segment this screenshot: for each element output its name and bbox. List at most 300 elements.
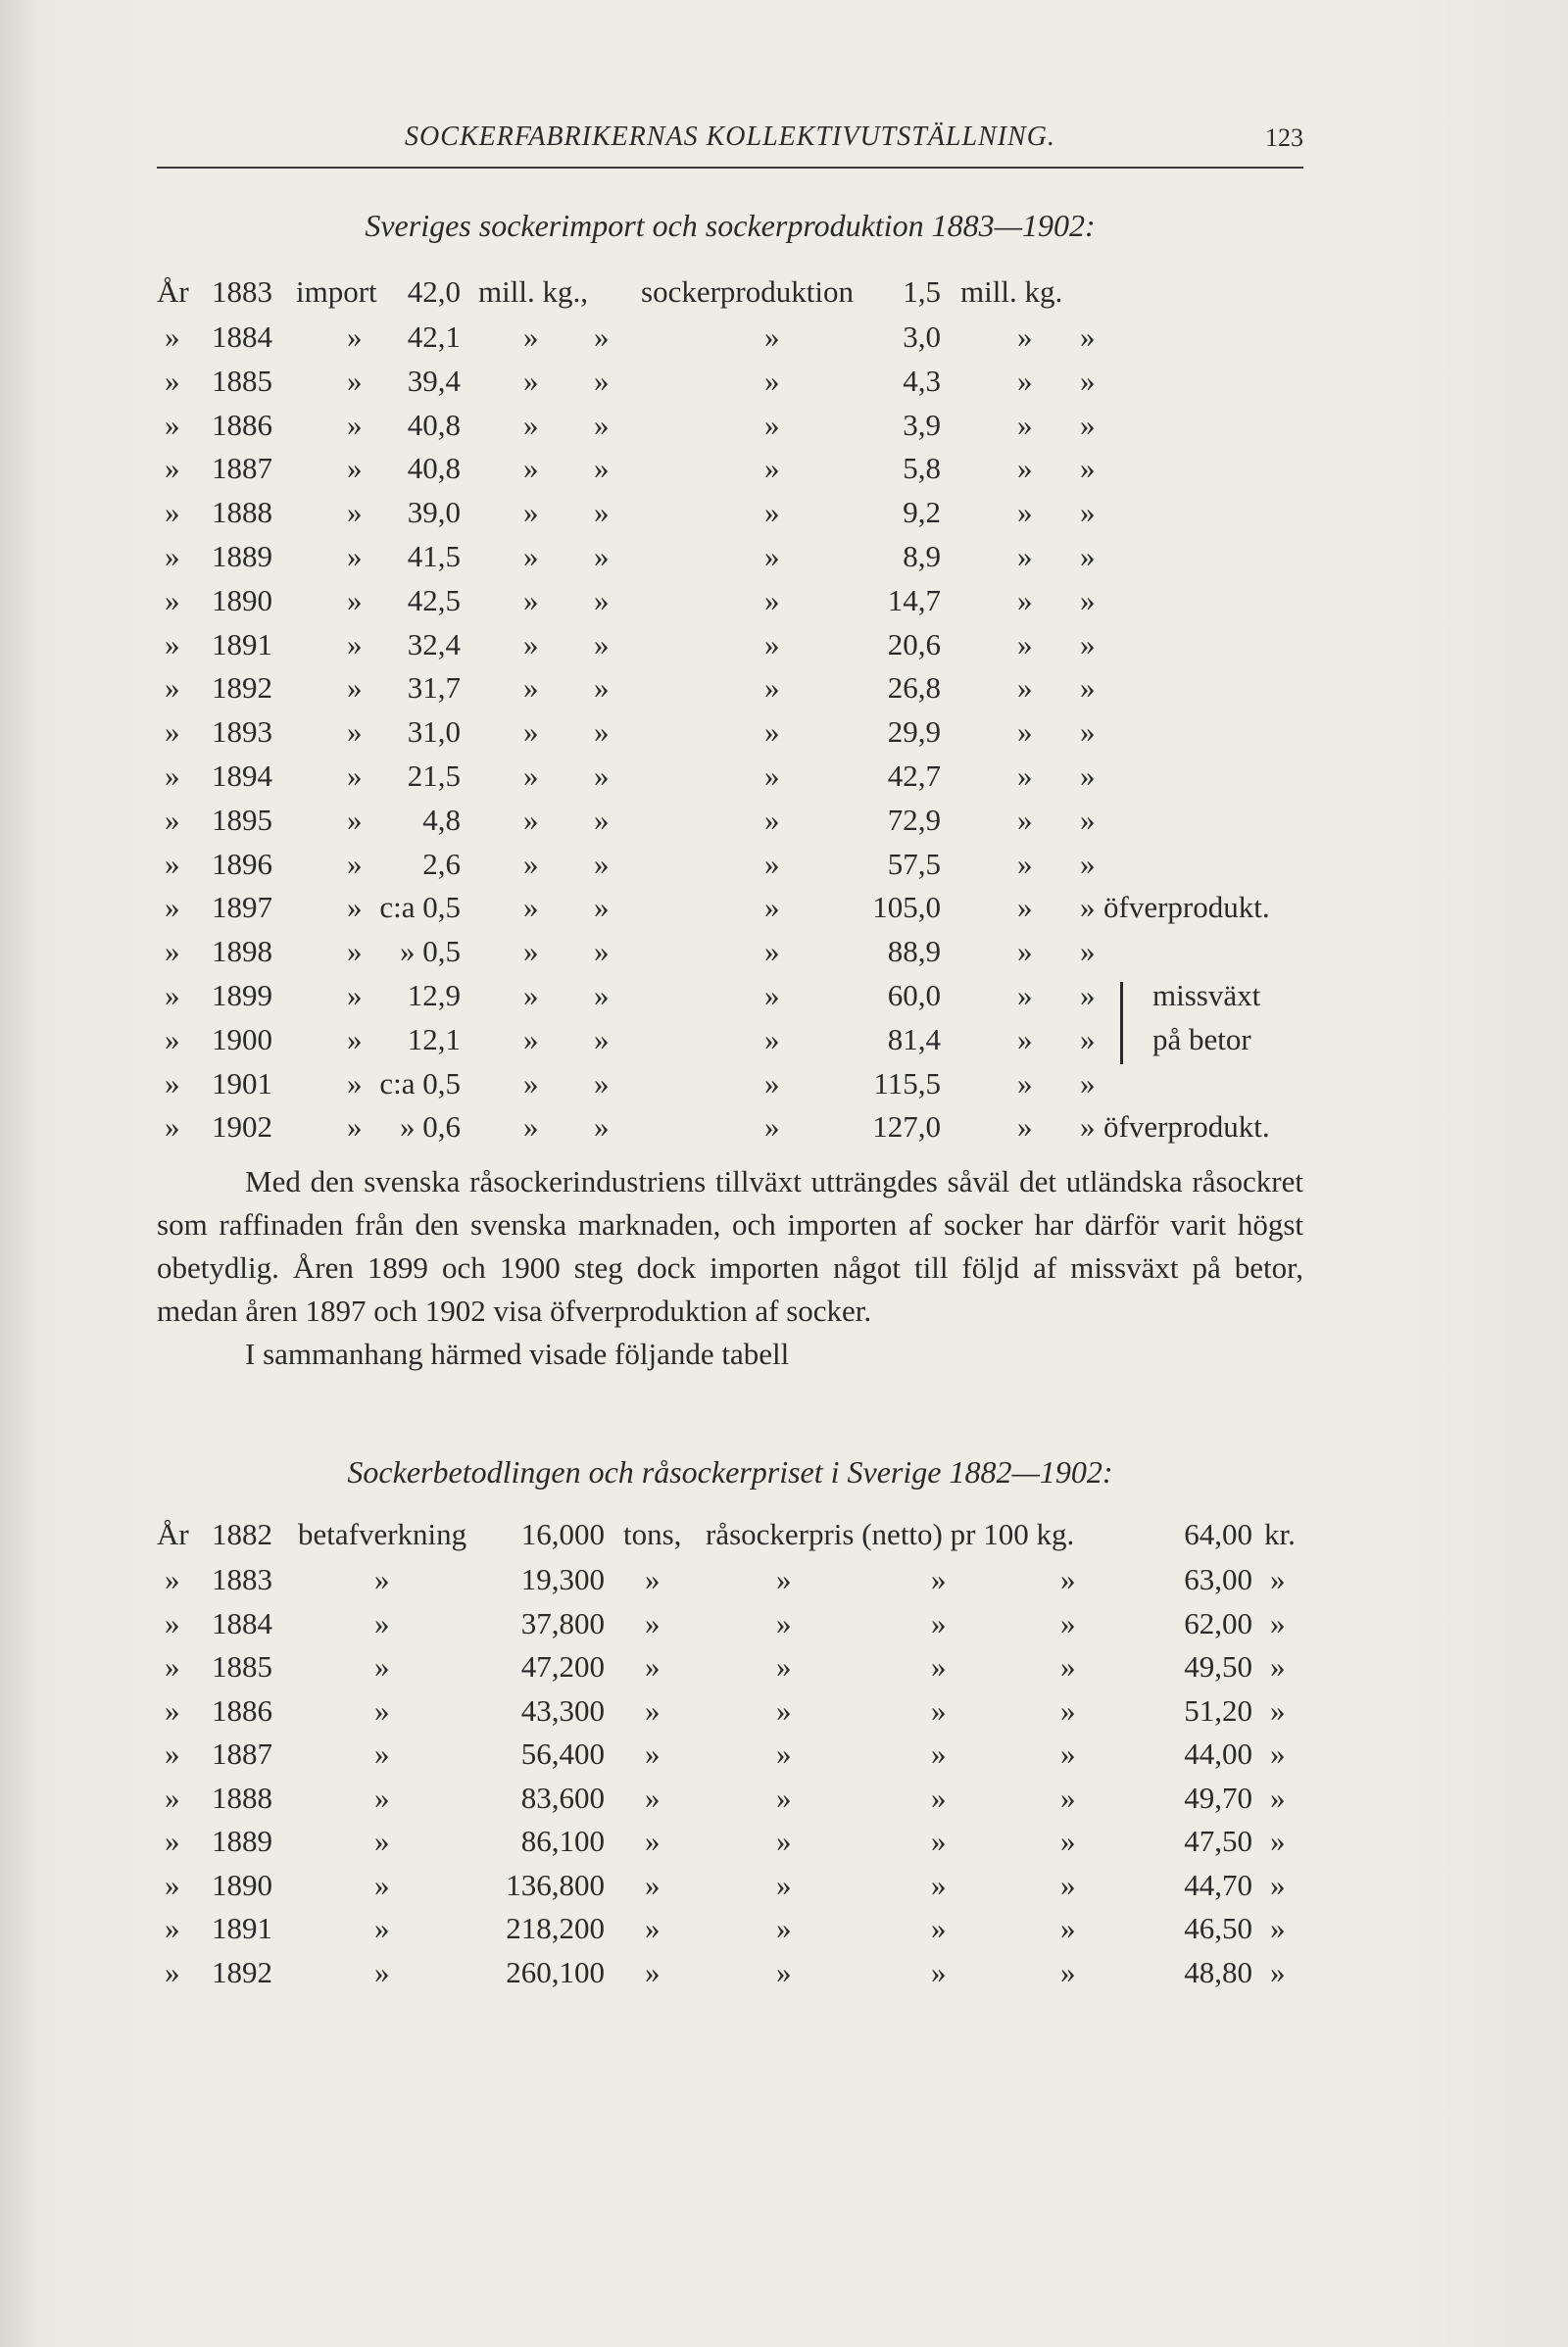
table-row [0, 319, 1568, 363]
ditto-mark: » [1017, 539, 1033, 573]
ditto-mark: » [1080, 451, 1096, 486]
year-cell: 1883 [212, 1562, 272, 1596]
ditto-mark: » [764, 802, 780, 837]
ditto-mark: » [645, 1605, 661, 1640]
year-cell: 1885 [212, 363, 272, 398]
ditto-mark: » [1017, 582, 1033, 617]
year-cell: 1893 [212, 714, 272, 750]
ditto-mark: » [1060, 1824, 1076, 1858]
row-prefix: År [157, 274, 189, 309]
ditto-mark: » [1060, 1605, 1076, 1640]
ditto-mark: » [165, 846, 180, 881]
ditto-mark: » [776, 1736, 792, 1771]
ditto-mark: » [523, 846, 539, 881]
ditto-mark: » [374, 1605, 390, 1640]
production-value: 42,7 [887, 758, 941, 793]
ditto-mark: » [523, 670, 539, 706]
price-value: 47,50 [1184, 1824, 1252, 1858]
table-row [0, 1736, 1568, 1780]
year-cell: 1895 [212, 802, 272, 837]
ditto-mark: » [645, 1649, 661, 1684]
ditto-mark: » [347, 319, 363, 354]
ditto-mark: » [1060, 1867, 1076, 1902]
processing-value: 86,100 [520, 1824, 605, 1858]
year-cell: 1892 [212, 670, 272, 706]
ditto-mark: » [645, 1954, 661, 1989]
import-value: c:a 0,5 [379, 890, 461, 925]
ditto-mark: » [776, 1954, 792, 1989]
ditto-mark: » [347, 626, 363, 661]
ditto-mark: » [374, 1562, 390, 1596]
ditto-mark: » [776, 1780, 792, 1815]
import-value: 40,8 [407, 451, 461, 486]
ditto-mark: » [1017, 495, 1033, 530]
ditto-mark: » [1080, 978, 1096, 1012]
ditto-mark: » [165, 582, 180, 617]
ditto-mark: » [776, 1605, 792, 1640]
import-value: 4,8 [422, 802, 461, 837]
ditto-mark: » [645, 1824, 661, 1858]
ditto-mark: » [1270, 1824, 1286, 1858]
year-cell: 1890 [212, 1867, 272, 1902]
table-row [0, 1022, 1568, 1065]
ditto-mark: » [1017, 1021, 1033, 1056]
ditto-mark: » [594, 1109, 610, 1145]
ditto-mark: » [594, 978, 610, 1012]
paragraph: Med den svenska råsockerindustriens tillväxt utträngdes såväl det utländska råsockret som raffinaden från den svenska marknaden, och importen af socker har därför varit högst obetydlig. Åren 1899 och 1900 steg dock importen något till följd af missväxt på betor, medan åren 1897 och 1902 visa öfverproduktion af socker. [157, 1164, 1303, 1328]
ditto-mark: » [1017, 451, 1033, 486]
year-cell: 1887 [212, 451, 272, 486]
ditto-mark: » [347, 670, 363, 706]
ditto-mark: » [523, 539, 539, 573]
ditto-mark: » [347, 582, 363, 617]
ditto-mark: » [523, 363, 539, 398]
ditto-mark: » [1270, 1954, 1286, 1989]
table-row [0, 978, 1568, 1021]
ditto-mark: » [523, 1109, 539, 1145]
page-header [157, 118, 1303, 169]
ditto-mark: » [523, 978, 539, 1012]
table-row [0, 627, 1568, 670]
ditto-mark: » [764, 582, 780, 617]
year-cell: 1888 [212, 495, 272, 530]
ditto-mark: » [1080, 495, 1096, 530]
ditto-mark: » [764, 407, 780, 442]
production-value: 88,9 [887, 934, 941, 969]
row-note: öfverprodukt. [1103, 1109, 1270, 1145]
ditto-mark: » [776, 1649, 792, 1684]
import-table-title: Sveriges sockerimport och sockerproduktion 1883—1902: [365, 208, 1096, 243]
import-label: import [296, 274, 377, 309]
table-row [0, 583, 1568, 626]
production-value: 115,5 [873, 1065, 941, 1100]
price-value: 49,70 [1184, 1780, 1252, 1815]
table-row [0, 274, 1568, 318]
ditto-mark: » [645, 1736, 661, 1771]
table-row [0, 451, 1568, 494]
ditto-mark: » [523, 1021, 539, 1056]
ditto-mark: » [165, 714, 180, 750]
ditto-mark: » [374, 1867, 390, 1902]
ditto-mark: » [594, 714, 610, 750]
import-value: 21,5 [407, 758, 461, 793]
ditto-mark: » [1060, 1911, 1076, 1945]
ditto-mark: » [374, 1692, 390, 1728]
ditto-mark: » [1017, 407, 1033, 442]
year-cell: 1884 [212, 319, 272, 354]
table-row [0, 1649, 1568, 1692]
import-value: 31,0 [407, 714, 461, 750]
ditto-mark: » [165, 934, 180, 969]
ditto-mark: » [1080, 319, 1096, 354]
ditto-mark: » [1017, 1065, 1033, 1100]
year-cell: 1889 [212, 1824, 272, 1858]
ditto-mark: » [1060, 1780, 1076, 1815]
ditto-mark: » [594, 539, 610, 573]
year-cell: 1888 [212, 1780, 272, 1815]
ditto-mark: » [645, 1562, 661, 1596]
price-value: 63,00 [1184, 1562, 1252, 1596]
processing-value: 19,300 [520, 1562, 605, 1596]
year-cell: 1901 [212, 1065, 272, 1100]
ditto-mark: » [1017, 363, 1033, 398]
ditto-mark: » [645, 1780, 661, 1815]
table-row [0, 1066, 1568, 1109]
ditto-mark: » [347, 539, 363, 573]
ditto-mark: » [347, 495, 363, 530]
import-value: 2,6 [422, 846, 461, 881]
production-value: 4,3 [903, 363, 941, 398]
ditto-mark: » [165, 1109, 180, 1145]
ditto-mark: » [1270, 1692, 1286, 1728]
ditto-mark: » [594, 802, 610, 837]
ditto-mark: » [931, 1824, 947, 1858]
import-value: 12,1 [407, 1021, 461, 1056]
production-value: 127,0 [872, 1109, 941, 1145]
import-value: 41,5 [407, 539, 461, 573]
ditto-mark: » [594, 319, 610, 354]
page-number: 123 [1265, 123, 1303, 152]
year-cell: 1894 [212, 758, 272, 793]
table-row [0, 408, 1568, 451]
price-value: 46,50 [1184, 1911, 1252, 1945]
ditto-mark: » [374, 1824, 390, 1858]
currency-label: kr. [1264, 1517, 1296, 1551]
ditto-mark: » [1270, 1736, 1286, 1771]
ditto-mark: » [523, 890, 539, 925]
ditto-mark: » [165, 758, 180, 793]
ditto-mark: » [165, 1649, 180, 1684]
ditto-mark: » [374, 1649, 390, 1684]
ditto-mark: » [374, 1911, 390, 1945]
paragraph: I sammanhang härmed visade följande tabell [245, 1337, 790, 1371]
ditto-mark: » [1060, 1649, 1076, 1684]
production-value: 26,8 [887, 670, 941, 706]
production-value: 1,5 [903, 274, 941, 309]
production-value: 60,0 [887, 978, 941, 1012]
import-value: » 0,6 [400, 1109, 461, 1145]
year-cell: 1899 [212, 978, 272, 1012]
import-value: 32,4 [407, 626, 461, 661]
production-value: 14,7 [887, 582, 941, 617]
ditto-mark: » [776, 1562, 792, 1596]
ditto-mark: » [1080, 407, 1096, 442]
processing-value: 37,800 [520, 1605, 605, 1640]
ditto-mark: » [347, 407, 363, 442]
ditto-mark: » [1017, 934, 1033, 969]
import-value: 31,7 [407, 670, 461, 706]
ditto-mark: » [523, 451, 539, 486]
processing-value: 16,000 [520, 1517, 605, 1551]
ditto-mark: » [1017, 1109, 1033, 1145]
ditto-mark: » [764, 626, 780, 661]
ditto-mark: » [1270, 1649, 1286, 1684]
ditto-mark: » [1080, 1021, 1096, 1056]
ditto-mark: » [1017, 626, 1033, 661]
table-row [0, 1517, 1568, 1560]
ditto-mark: » [645, 1911, 661, 1945]
ditto-mark: » [523, 934, 539, 969]
unit-label: tons, [623, 1517, 682, 1551]
ditto-mark: » [165, 1021, 180, 1056]
ditto-mark: » [1060, 1562, 1076, 1596]
ditto-mark: » [594, 890, 610, 925]
ditto-mark: » [594, 846, 610, 881]
price-value: 48,80 [1184, 1954, 1252, 1989]
ditto-mark: » [764, 539, 780, 573]
ditto-mark: » [165, 626, 180, 661]
price-value: 44,70 [1184, 1867, 1252, 1902]
processing-value: 83,600 [520, 1780, 605, 1815]
price-value: 49,50 [1184, 1649, 1252, 1684]
ditto-mark: » [165, 363, 180, 398]
ditto-mark: » [594, 451, 610, 486]
ditto-mark: » [764, 846, 780, 881]
import-value: » 0,5 [400, 934, 461, 969]
ditto-mark: » [594, 626, 610, 661]
unit-label: mill. kg. [960, 274, 1063, 309]
year-cell: 1887 [212, 1736, 272, 1771]
ditto-mark: » [165, 1954, 180, 1989]
ditto-mark: » [347, 978, 363, 1012]
price-label: råsockerpris (netto) pr 100 kg. [706, 1517, 1075, 1551]
ditto-mark: » [347, 1021, 363, 1056]
table-row [0, 539, 1568, 582]
production-value: 3,9 [903, 407, 941, 442]
processing-value: 43,300 [520, 1692, 605, 1728]
beet-table-title: Sockerbetodlingen och råsockerpriset i Sverige 1882—1902: [347, 1454, 1113, 1490]
production-value: 20,6 [887, 626, 941, 661]
table-row [0, 758, 1568, 802]
ditto-mark: » [1080, 846, 1096, 881]
ditto-mark: » [165, 1911, 180, 1945]
ditto-mark: » [764, 319, 780, 354]
processing-label: betafverkning [298, 1517, 467, 1551]
table-row [0, 495, 1568, 538]
year-cell: 1896 [212, 846, 272, 881]
ditto-mark: » [165, 1605, 180, 1640]
note-bracket [1120, 982, 1123, 1064]
ditto-mark: » [1017, 670, 1033, 706]
table-row [0, 670, 1568, 713]
ditto-mark: » [374, 1780, 390, 1815]
ditto-mark: » [1270, 1562, 1286, 1596]
ditto-mark: » [594, 1065, 610, 1100]
ditto-mark: » [594, 363, 610, 398]
year-cell: 1886 [212, 1692, 272, 1728]
ditto-mark: » [776, 1692, 792, 1728]
table-row [0, 847, 1568, 890]
production-value: 8,9 [903, 539, 941, 573]
ditto-mark: » [594, 495, 610, 530]
ditto-mark: » [165, 802, 180, 837]
ditto-mark: » [165, 890, 180, 925]
year-cell: 1890 [212, 582, 272, 617]
ditto-mark: » [374, 1736, 390, 1771]
year-cell: 1889 [212, 539, 272, 573]
table-row [0, 1562, 1568, 1605]
ditto-mark: » [1080, 582, 1096, 617]
ditto-mark: » [347, 1109, 363, 1145]
ditto-mark: » [1017, 890, 1033, 925]
ditto-mark: » [347, 451, 363, 486]
ditto-mark: » [764, 934, 780, 969]
year-cell: 1884 [212, 1605, 272, 1640]
ditto-mark: » [1080, 802, 1096, 837]
ditto-mark: » [931, 1911, 947, 1945]
ditto-mark: » [776, 1911, 792, 1945]
production-value: 72,9 [887, 802, 941, 837]
ditto-mark: » [764, 758, 780, 793]
ditto-mark: » [764, 978, 780, 1012]
ditto-mark: » [165, 1692, 180, 1728]
ditto-mark: » [523, 495, 539, 530]
ditto-mark: » [645, 1867, 661, 1902]
ditto-mark: » [165, 1065, 180, 1100]
ditto-mark: » [1080, 890, 1096, 925]
year-cell: 1891 [212, 1911, 272, 1945]
ditto-mark: » [931, 1736, 947, 1771]
import-value: 42,1 [407, 319, 461, 354]
ditto-mark: » [1017, 846, 1033, 881]
ditto-mark: » [347, 714, 363, 750]
processing-value: 260,100 [506, 1954, 605, 1989]
row-note: på betor [1152, 1021, 1251, 1056]
ditto-mark: » [347, 890, 363, 925]
processing-value: 218,200 [506, 1911, 605, 1945]
ditto-mark: » [645, 1692, 661, 1728]
production-value: 5,8 [903, 451, 941, 486]
table-row [0, 1824, 1568, 1867]
ditto-mark: » [764, 363, 780, 398]
ditto-mark: » [523, 714, 539, 750]
ditto-mark: » [1080, 1065, 1096, 1100]
row-note: missväxt [1152, 978, 1261, 1012]
production-value: 3,0 [903, 319, 941, 354]
row-note: öfverprodukt. [1103, 890, 1270, 925]
ditto-mark: » [1270, 1867, 1286, 1902]
ditto-mark: » [931, 1605, 947, 1640]
ditto-mark: » [165, 670, 180, 706]
ditto-mark: » [1060, 1954, 1076, 1989]
ditto-mark: » [594, 934, 610, 969]
ditto-mark: » [165, 1867, 180, 1902]
ditto-mark: » [931, 1649, 947, 1684]
year-cell: 1897 [212, 890, 272, 925]
ditto-mark: » [347, 758, 363, 793]
ditto-mark: » [764, 495, 780, 530]
ditto-mark: » [1080, 626, 1096, 661]
ditto-mark: » [764, 670, 780, 706]
ditto-mark: » [374, 1954, 390, 1989]
production-value: 105,0 [872, 890, 941, 925]
import-value: 42,5 [407, 582, 461, 617]
year-cell: 1902 [212, 1109, 272, 1145]
import-value: 39,4 [407, 363, 461, 398]
ditto-mark: » [594, 670, 610, 706]
ditto-mark: » [1080, 670, 1096, 706]
ditto-mark: » [165, 451, 180, 486]
ditto-mark: » [165, 1562, 180, 1596]
year-cell: 1885 [212, 1649, 272, 1684]
production-value: 57,5 [887, 846, 941, 881]
year-cell: 1883 [212, 274, 272, 309]
body-text [157, 1160, 1303, 1376]
ditto-mark: » [776, 1867, 792, 1902]
ditto-mark: » [523, 1065, 539, 1100]
processing-value: 136,800 [506, 1867, 605, 1902]
ditto-mark: » [523, 582, 539, 617]
ditto-mark: » [1270, 1605, 1286, 1640]
ditto-mark: » [1080, 934, 1096, 969]
price-value: 64,00 [1184, 1517, 1252, 1551]
ditto-mark: » [931, 1780, 947, 1815]
year-cell: 1898 [212, 934, 272, 969]
ditto-mark: » [1270, 1911, 1286, 1945]
ditto-mark: » [931, 1692, 947, 1728]
ditto-mark: » [1060, 1692, 1076, 1728]
ditto-mark: » [347, 363, 363, 398]
ditto-mark: » [1017, 319, 1033, 354]
ditto-mark: » [1080, 714, 1096, 750]
import-value: 12,9 [407, 978, 461, 1012]
ditto-mark: » [1017, 758, 1033, 793]
ditto-mark: » [523, 626, 539, 661]
ditto-mark: » [523, 758, 539, 793]
ditto-mark: » [931, 1867, 947, 1902]
table-row [0, 1868, 1568, 1911]
ditto-mark: » [764, 1065, 780, 1100]
import-value: 39,0 [407, 495, 461, 530]
ditto-mark: » [594, 758, 610, 793]
ditto-mark: » [347, 802, 363, 837]
ditto-mark: » [523, 407, 539, 442]
import-value: c:a 0,5 [379, 1065, 461, 1100]
processing-value: 56,400 [520, 1736, 605, 1771]
table-row [0, 1693, 1568, 1736]
year-cell: 1886 [212, 407, 272, 442]
ditto-mark: » [165, 1780, 180, 1815]
processing-value: 47,200 [520, 1649, 605, 1684]
ditto-mark: » [594, 1021, 610, 1056]
price-value: 51,20 [1184, 1692, 1252, 1728]
ditto-mark: » [764, 890, 780, 925]
production-value: 9,2 [903, 495, 941, 530]
ditto-mark: » [594, 407, 610, 442]
ditto-mark: » [776, 1824, 792, 1858]
table-row [0, 1955, 1568, 1998]
year-cell: 1882 [212, 1517, 272, 1551]
